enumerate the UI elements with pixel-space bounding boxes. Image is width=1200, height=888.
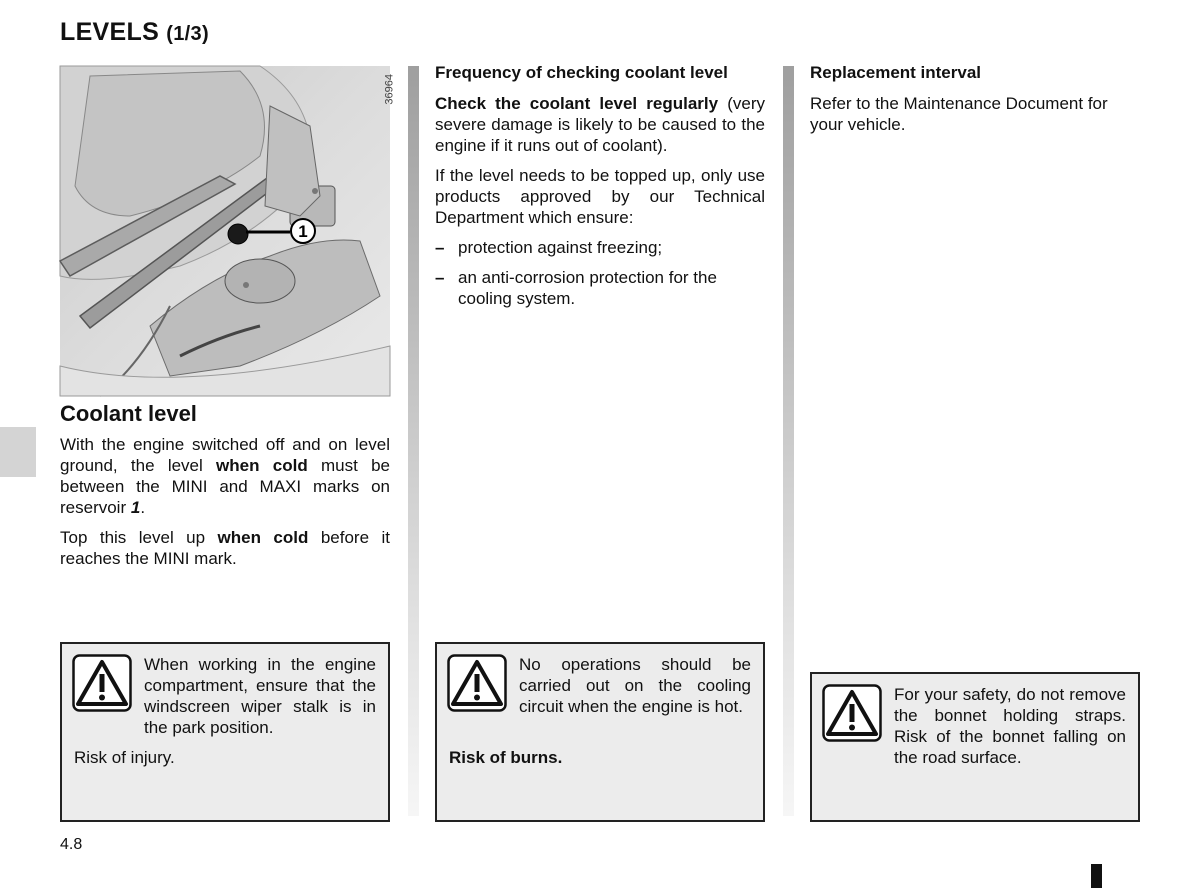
replacement-section	[810, 62, 1140, 144]
text-run: Top this level up	[60, 528, 218, 547]
text-run: must be between the MINI and MAXI marks on reservoir	[60, 456, 390, 517]
page-corner-mark	[1091, 864, 1102, 888]
list-item-text: an anti-corrosion protection for the cooling system.	[458, 268, 717, 308]
warning-text: For your safety, do not remove the bonnet holding straps. Risk of the bonnet falling on the road surface.	[894, 685, 1126, 767]
text-run: .	[140, 498, 146, 517]
list-dash: –	[435, 268, 445, 287]
warning-risk: Risk of injury.	[74, 748, 175, 767]
warning-risk: Risk of burns.	[449, 748, 563, 767]
page-number: 4.8	[60, 836, 83, 853]
text-run-bold: Check the coolant level regularly	[435, 94, 719, 113]
frequency-paragraph-1	[435, 93, 765, 156]
coolant-paragraph-2	[60, 527, 390, 569]
warning-triangle-icon	[822, 684, 882, 742]
frequency-section	[435, 62, 765, 318]
chapter-tab	[0, 427, 36, 477]
column-divider	[783, 66, 794, 816]
text-run: before it reaches the MINI mark.	[60, 528, 390, 568]
text-run: (very severe damage is likely to be caused to the engine if it runs out of coolant).	[435, 94, 766, 155]
warning-box	[435, 642, 765, 822]
reservoir-reference: 1	[130, 498, 141, 517]
text-run-bold: when cold	[216, 456, 308, 475]
warning-text: No operations should be carried out on the cooling circuit when the engine is hot.	[519, 655, 751, 716]
text-run: With the engine switched off and on level ground, the level	[60, 435, 390, 475]
section-heading: Coolant level	[60, 401, 197, 426]
warning-text: When working in the engine compartment, ensure that the windscreen wiper stalk is in the park position.	[144, 655, 376, 737]
section-heading: Replacement interval	[810, 63, 982, 82]
warning-triangle-icon	[72, 654, 132, 712]
warning-box	[810, 672, 1140, 822]
page-title-part: (1/3)	[166, 23, 209, 45]
section-heading: Frequency of checking coolant level	[435, 63, 728, 82]
figure-code: 36964	[384, 74, 396, 105]
warning-box	[60, 642, 390, 822]
list-dash: –	[435, 238, 445, 257]
list-item-text: protection against freezing;	[458, 238, 663, 257]
warning-triangle-icon	[447, 654, 507, 712]
text-run-bold: when cold	[217, 528, 309, 547]
engine-compartment-illustration	[60, 66, 396, 396]
column-divider	[408, 66, 419, 816]
list-item	[435, 237, 765, 258]
coolant-level-section	[60, 400, 390, 578]
coolant-paragraph-1	[60, 434, 390, 518]
frequency-paragraph-2: If the level needs to be topped up, only use products approved by our Technical Department which ensure:	[435, 166, 765, 227]
page-title	[60, 18, 209, 47]
replacement-paragraph: Refer to the Maintenance Document for your vehicle.	[810, 94, 1108, 134]
callout-number: 1	[298, 222, 308, 241]
engine-illustration-graphic	[60, 66, 390, 396]
list-item	[435, 267, 765, 309]
page-title-text: LEVELS	[60, 18, 160, 46]
